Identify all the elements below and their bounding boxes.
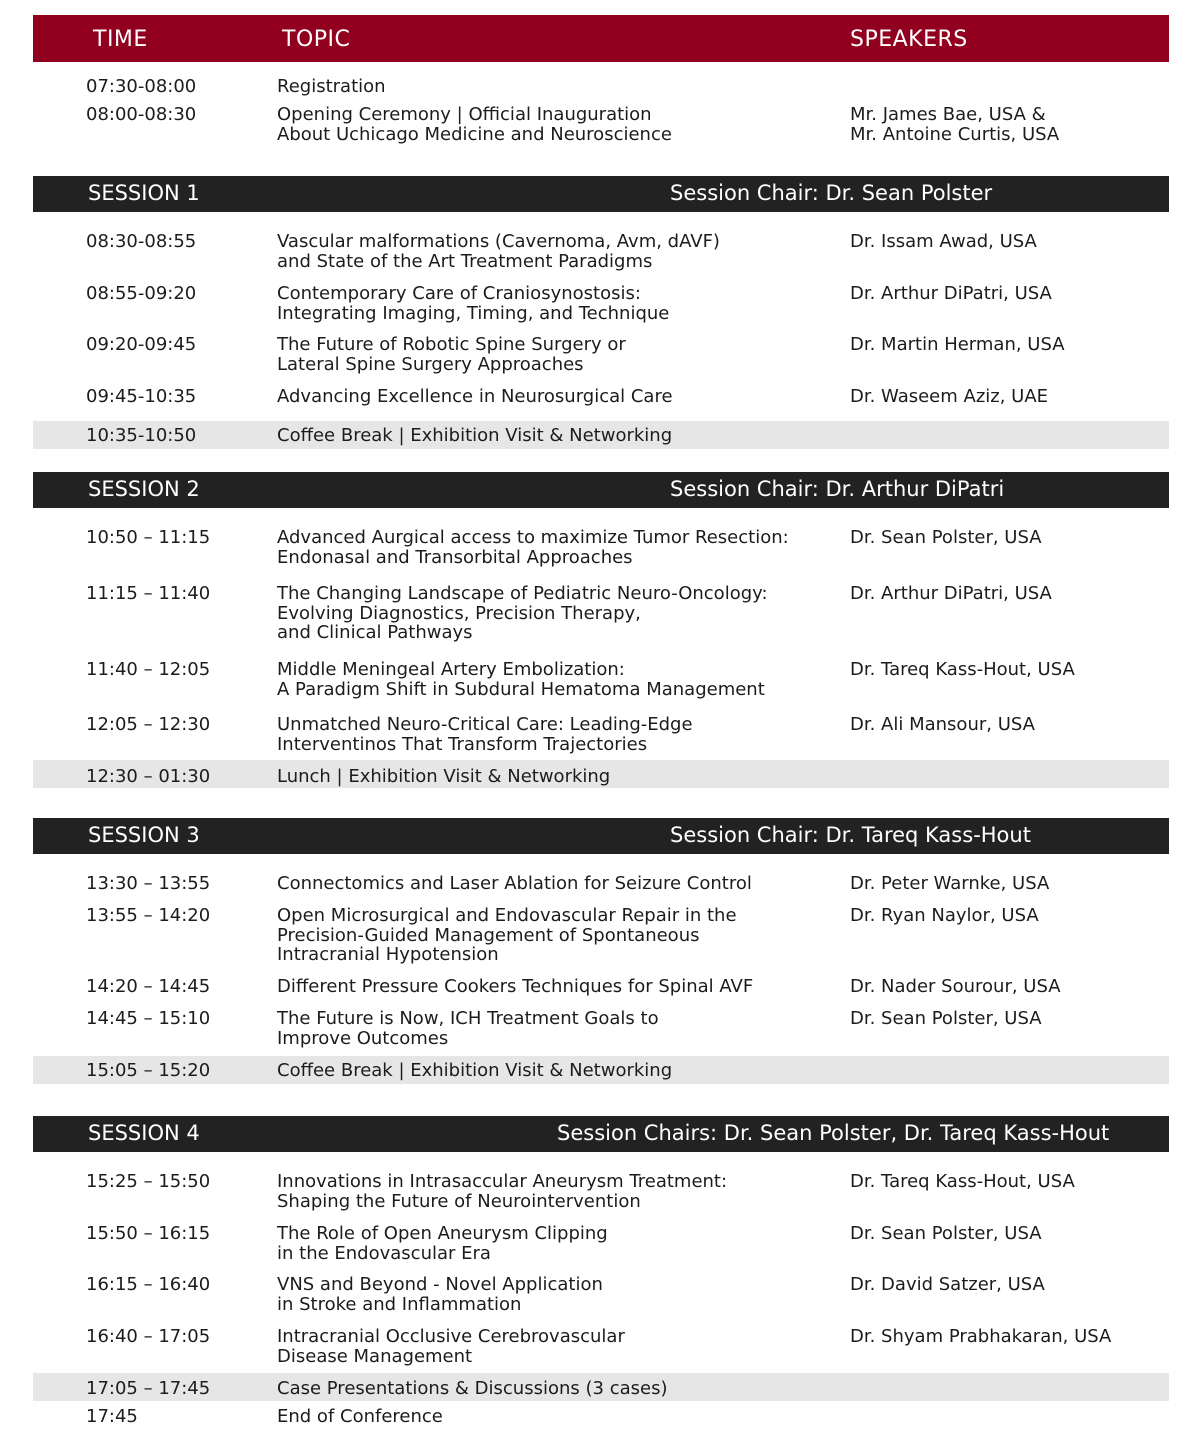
row-topic: Unmatched Neuro-Critical Care: Leading-Edge Interventinos That Transform Trajectories (277, 714, 693, 755)
row-time: 13:30 – 13:55 (86, 873, 211, 894)
session-chair: Session Chair: Dr. Arthur DiPatri (670, 477, 1005, 501)
row-topic: Advancing Excellence in Neurosurgical Care (277, 386, 673, 407)
row-time: 08:55-09:20 (86, 283, 197, 304)
row-speaker: Dr. Sean Polster, USA (850, 1223, 1042, 1244)
row-speaker: Dr. Arthur DiPatri, USA (850, 283, 1052, 304)
row-speaker: Dr. Peter Warnke, USA (850, 873, 1050, 894)
break-topic: Coffee Break | Exhibition Visit & Networking (277, 425, 673, 446)
row-time: 14:20 – 14:45 (86, 976, 211, 997)
row-time: 13:55 – 14:20 (86, 905, 211, 926)
row-topic: Different Pressure Cookers Techniques for Spinal AVF (277, 976, 754, 997)
row-speaker: Dr. Nader Sourour, USA (850, 976, 1061, 997)
break-topic: Coffee Break | Exhibition Visit & Networking (277, 1060, 673, 1081)
row-speaker: Dr. Ali Mansour, USA (850, 714, 1035, 735)
break-time: 10:35-10:50 (86, 425, 197, 446)
row-time: 09:45-10:35 (86, 386, 197, 407)
row-topic: Intracranial Occlusive Cerebrovascular Disease Management (277, 1326, 625, 1367)
row-time: 14:45 – 15:10 (86, 1008, 211, 1029)
row-speaker: Dr. Tareq Kass-Hout, USA (850, 659, 1075, 680)
row-topic: Connectomics and Laser Ablation for Seizure Control (277, 873, 752, 894)
row-topic: VNS and Beyond - Novel Application in Stroke and Inflammation (277, 1274, 603, 1315)
row-speaker: Dr. Sean Polster, USA (850, 527, 1042, 548)
break-time: 12:30 – 01:30 (86, 766, 211, 787)
row-topic: Innovations in Intrasaccular Aneurysm Treatment: Shaping the Future of Neurointervention (277, 1171, 728, 1212)
table-header (33, 15, 1169, 62)
row-topic: End of Conference (277, 1406, 443, 1427)
row-speaker: Dr. Ryan Naylor, USA (850, 905, 1039, 926)
break-time: 17:05 – 17:45 (86, 1378, 211, 1399)
row-time: 08:00-08:30 (86, 104, 197, 125)
row-time: 11:15 – 11:40 (86, 583, 211, 604)
break-time: 15:05 – 15:20 (86, 1060, 211, 1081)
row-speaker: Dr. Martin Herman, USA (850, 334, 1065, 355)
row-time: 11:40 – 12:05 (86, 659, 211, 680)
session-label: SESSION 3 (88, 823, 200, 847)
row-topic: The Role of Open Aneurysm Clipping in the Endovascular Era (277, 1223, 608, 1264)
header-speakers: SPEAKERS (850, 27, 968, 52)
row-topic: Open Microsurgical and Endovascular Repair in the Precision-Guided Management of Spontaneous Intracranial Hypotension (277, 905, 737, 965)
row-time: 12:05 – 12:30 (86, 714, 211, 735)
row-time: 15:25 – 15:50 (86, 1171, 211, 1192)
row-time: 07:30-08:00 (86, 76, 197, 97)
row-time: 15:50 – 16:15 (86, 1223, 211, 1244)
session-1-header (33, 176, 1169, 212)
session-chair: Session Chair: Dr. Sean Polster (670, 181, 993, 205)
row-time: 09:20-09:45 (86, 334, 197, 355)
row-speaker: Dr. Tareq Kass-Hout, USA (850, 1171, 1075, 1192)
session-3-header (33, 818, 1169, 854)
row-topic: Contemporary Care of Craniosynostosis: Integrating Imaging, Timing, and Technique (277, 283, 670, 324)
header-topic: TOPIC (282, 27, 351, 52)
row-speaker: Dr. Issam Awad, USA (850, 231, 1037, 252)
row-speaker: Dr. Shyam Prabhakaran, USA (850, 1326, 1112, 1347)
session-label: SESSION 2 (88, 477, 200, 501)
break-topic: Case Presentations & Discussions (3 cases) (277, 1378, 668, 1399)
row-topic: Registration (277, 76, 386, 97)
row-time: 17:45 (86, 1406, 138, 1427)
row-speaker: Dr. David Satzer, USA (850, 1274, 1045, 1295)
header-time: TIME (93, 27, 148, 52)
session-chair: Session Chairs: Dr. Sean Polster, Dr. Tareq Kass-Hout (557, 1121, 1110, 1145)
row-topic: Middle Meningeal Artery Embolization: A Paradigm Shift in Subdural Hematoma Management (277, 659, 765, 700)
row-topic: The Future of Robotic Spine Surgery or Lateral Spine Surgery Approaches (277, 334, 626, 375)
row-topic: Opening Ceremony | Official Inauguration About Uchicago Medicine and Neuroscience (277, 104, 672, 145)
break-topic: Lunch | Exhibition Visit & Networking (277, 766, 611, 787)
row-topic: The Changing Landscape of Pediatric Neuro-Oncology: Evolving Diagnostics, Precision Therapy, and Clinical Pathways (277, 583, 768, 643)
session-chair: Session Chair: Dr. Tareq Kass-Hout (670, 823, 1031, 847)
row-time: 10:50 – 11:15 (86, 527, 211, 548)
row-speaker: Dr. Arthur DiPatri, USA (850, 583, 1052, 604)
row-topic: Advanced Aurgical access to maximize Tumor Resection: Endonasal and Transorbital Approaches (277, 527, 789, 568)
session-4-header (33, 1116, 1169, 1152)
row-topic: The Future is Now, ICH Treatment Goals to Improve Outcomes (277, 1008, 659, 1049)
session-label: SESSION 1 (88, 181, 200, 205)
row-time: 16:15 – 16:40 (86, 1274, 211, 1295)
row-speaker: Dr. Sean Polster, USA (850, 1008, 1042, 1029)
session-label: SESSION 4 (88, 1121, 200, 1145)
session-2-header (33, 472, 1169, 508)
row-time: 08:30-08:55 (86, 231, 197, 252)
row-speaker: Dr. Waseem Aziz, UAE (850, 386, 1049, 407)
row-speaker: Mr. James Bae, USA & Mr. Antoine Curtis, USA (850, 104, 1060, 145)
row-topic: Vascular malformations (Cavernoma, Avm, dAVF) and State of the Art Treatment Paradigms (277, 231, 720, 272)
row-time: 16:40 – 17:05 (86, 1326, 211, 1347)
